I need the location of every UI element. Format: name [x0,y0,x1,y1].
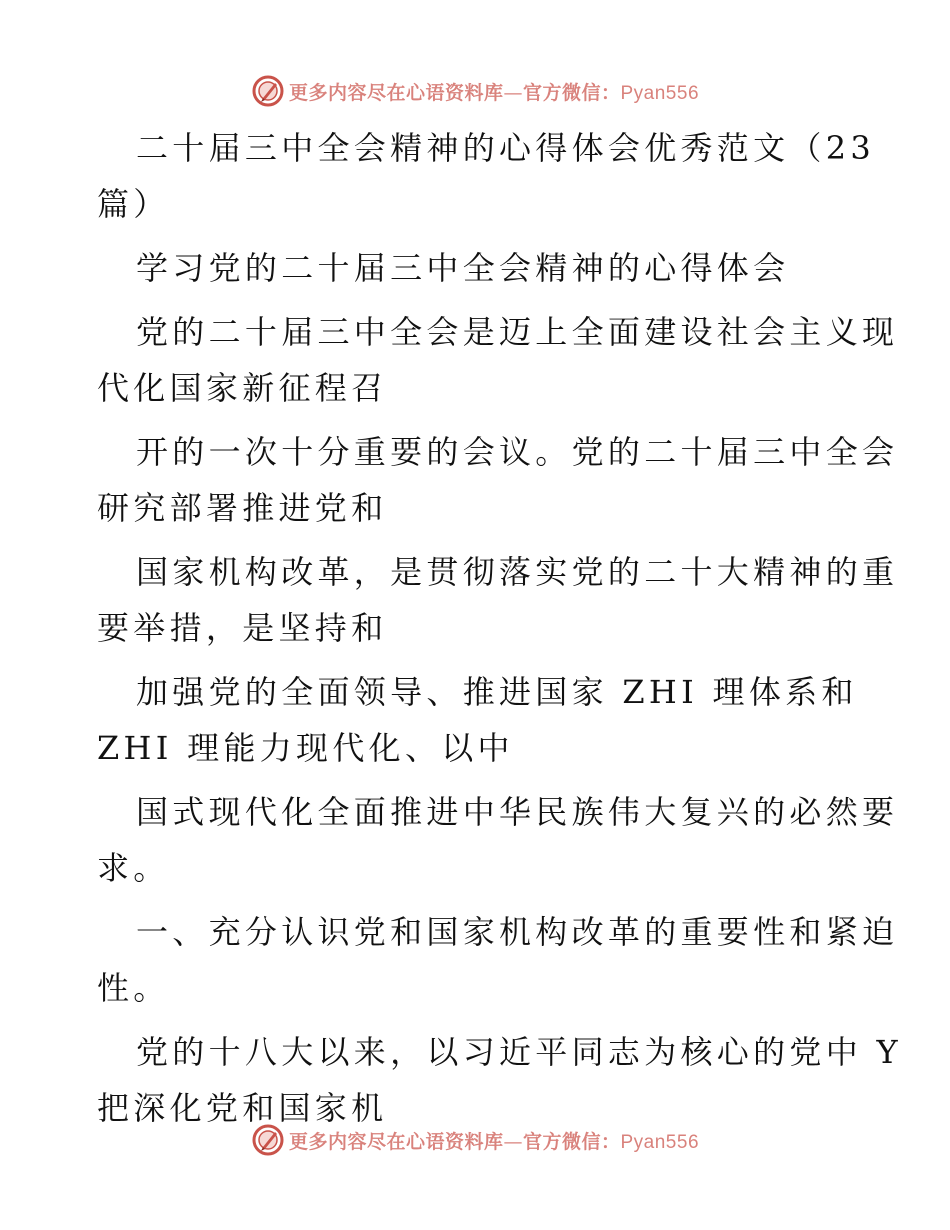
watermark-wechat-id: Pyan556 [620,82,700,104]
document-title-line-1: 二十届三中全会精神的心得体会优秀范文（23 [136,129,876,167]
watermark-wechat-label: 官方微信： [522,1130,621,1153]
watermark-site-text: 更多内容尽在心语资料库 [288,1130,504,1153]
paragraph-line: 要举措，是坚持和 [97,609,388,647]
watermark-wechat-id: Pyan556 [620,1131,700,1153]
watermark-text [289,78,699,105]
watermark-text [289,1127,699,1154]
quill-pen-logo-icon [251,1123,285,1157]
paragraph-line: ZHI 理能力现代化、以中 [97,729,514,767]
paragraph-line: 研究部署推进党和 [97,489,388,527]
watermark-separator: — [503,81,523,104]
document-title-line-2: 篇） [97,185,170,223]
paragraph-line: 党的二十届三中全会是迈上全面建设社会主义现 [136,313,899,351]
paragraph-line: 把深化党和国家机 [97,1089,388,1127]
paragraph-line: 求。 [97,849,170,887]
section-heading-1: 一、充分认识党和国家机构改革的重要性和紧迫 [136,913,899,951]
footer-watermark [0,1120,950,1160]
watermark-wechat-label: 官方微信： [522,81,621,104]
section-heading: 学习党的二十届三中全会精神的心得体会 [136,249,790,287]
section-heading-1-continued: 性。 [97,969,170,1007]
paragraph-line: 加强党的全面领导、推进国家 ZHI 理体系和 [136,673,858,711]
watermark-site-text: 更多内容尽在心语资料库 [288,81,504,104]
quill-pen-logo-icon [251,74,285,108]
header-watermark [0,71,950,111]
paragraph-line: 代化国家新征程召 [97,369,388,407]
paragraph-line: 国家机构改革，是贯彻落实党的二十大精神的重 [136,553,899,591]
paragraph-line: 党的十八大以来，以习近平同志为核心的党中 Y [136,1033,902,1071]
paragraph-line: 国式现代化全面推进中华民族伟大复兴的必然要 [136,793,899,831]
paragraph-line: 开的一次十分重要的会议。党的二十届三中全会 [136,433,899,471]
watermark-separator: — [503,1130,523,1153]
document-body [97,120,902,1136]
